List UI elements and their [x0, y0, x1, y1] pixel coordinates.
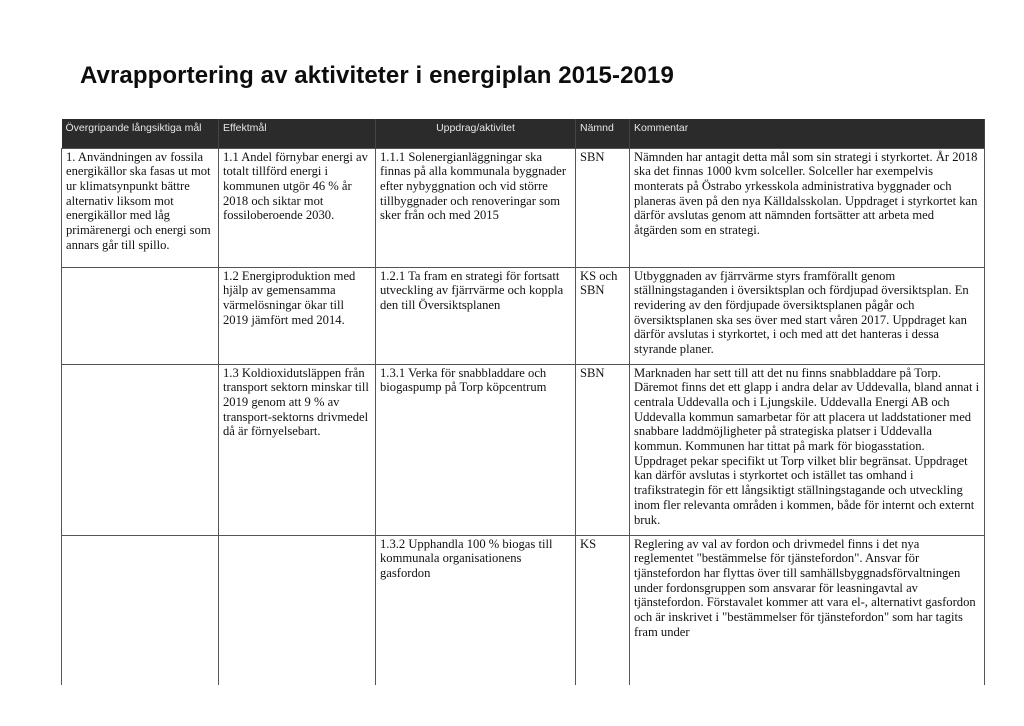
board-cell: KS och SBN	[576, 267, 630, 364]
comment-cell: Nämnden har antagit detta mål som sin strategi i styrkortet. År 2018 ska det finnas 1000 kvm solceller. Solceller har exempelvis monterats på Östrabo yrkesskola administrativa byggnader och planeras även på den nya Källdalsskolan. Uppdraget i styrkortet kan därför avslutas genom att nämnden fortsätter att arbeta med åtgärden som en strategi.	[630, 148, 985, 267]
board-cell: SBN	[576, 364, 630, 535]
header-comment: Kommentar	[630, 119, 985, 148]
page-title: Avrapportering av aktiviteter i energiplan 2015-2019	[80, 62, 674, 89]
effect-cell: 1.3 Koldioxidutsläppen från transport sektorn minskar till 2019 genom att 9 % av transport-sektorns drivmedel då är förnyelsebart.	[219, 364, 376, 535]
table-row	[62, 535, 985, 685]
effect-cell: 1.2 Energiproduktion med hjälp av gemensamma värmelösningar ökar till 2019 jämfört med 2014.	[219, 267, 376, 364]
header-board: Nämnd	[576, 119, 630, 148]
goal-cell	[62, 267, 219, 364]
header-long-term-goal: Övergripande långsiktiga mål	[62, 119, 219, 148]
board-cell: SBN	[576, 148, 630, 267]
comment-cell: Utbyggnaden av fjärrvärme styrs framförallt genom ställningstaganden i översiktsplan och fördjupad översiktsplan. En revidering av den fördjupade översiktsplanen pågår och översiktsplanen ska ses över med start våren 2017. Uppdraget kan därför avslutas i styrkortet, i och med att det hanteras i dessa styrande planer.	[630, 267, 985, 364]
header-task: Uppdrag/aktivitet	[376, 119, 576, 148]
goal-cell	[62, 535, 219, 685]
comment-cell: Marknaden har sett till att det nu finns snabbladdare på Torp. Däremot finns det ett glapp i andra delar av Uddevalla, bland annat i centrala Uddevalla och i Ljungskile. Uddevalla Energi AB och Uddevalla kommun samarbetar för att placera ut laddstationer med snabbare laddmöjligheter på strategiska platser i Uddevalla kommun. Kommunen har tittat på mark för biogasstation. Uppdraget pekar specifikt ut Torp vilket blir begränsat. Uppdraget kan därför avslutas i styrkortet och istället tas omhand i trafikstrategin för ett långsiktigt ställningstagande och utveckling inom fler relevanta områden i kommen, både för internt och externt bruk.	[630, 364, 985, 535]
effect-cell: 1.1 Andel förnybar energi av totalt tillförd energi i kommunen utgör 46 % år 2018 och siktar mot fossiloberoende 2030.	[219, 148, 376, 267]
task-cell: 1.3.2 Upphandla 100 % biogas till kommunala organisationens gasfordon	[376, 535, 576, 685]
effect-cell	[219, 535, 376, 685]
table-row	[62, 364, 985, 535]
table-row	[62, 267, 985, 364]
comment-cell: Reglering av val av fordon och drivmedel finns i det nya reglementet "bestämmelse för tjänstefordon". Ansvar för tjänstefordon har flyttas över till samhällsbyggnadsförvaltningen under fordonsgruppen som ansvarar för leasningavtal av tjänstefordon. Förstavalet kommer att vara el-, alternativt gasfordon och är inskrivet i "bestämmelser för tjänstefordon" som har tagits fram under	[630, 535, 985, 685]
task-cell: 1.1.1 Solenergianläggningar ska finnas på alla kommunala byggnader efter nybyggnation och vid större tillbyggnader och renoveringar som sker från och med 2015	[376, 148, 576, 267]
table-header-row	[62, 119, 985, 148]
activity-table	[61, 119, 985, 685]
header-effect-goal: Effektmål	[219, 119, 376, 148]
board-cell: KS	[576, 535, 630, 685]
table-row	[62, 148, 985, 267]
goal-cell: 1. Användningen av fossila energikällor ska fasas ut mot ur klimatsynpunkt bättre alternativ liksom mot energikällor med låg primärenergi och energi som annars går till spillo.	[62, 148, 219, 267]
goal-cell	[62, 364, 219, 535]
task-cell: 1.3.1 Verka för snabbladdare och biogaspump på Torp köpcentrum	[376, 364, 576, 535]
task-cell: 1.2.1 Ta fram en strategi för fortsatt utveckling av fjärrvärme och koppla den till Översiktsplanen	[376, 267, 576, 364]
